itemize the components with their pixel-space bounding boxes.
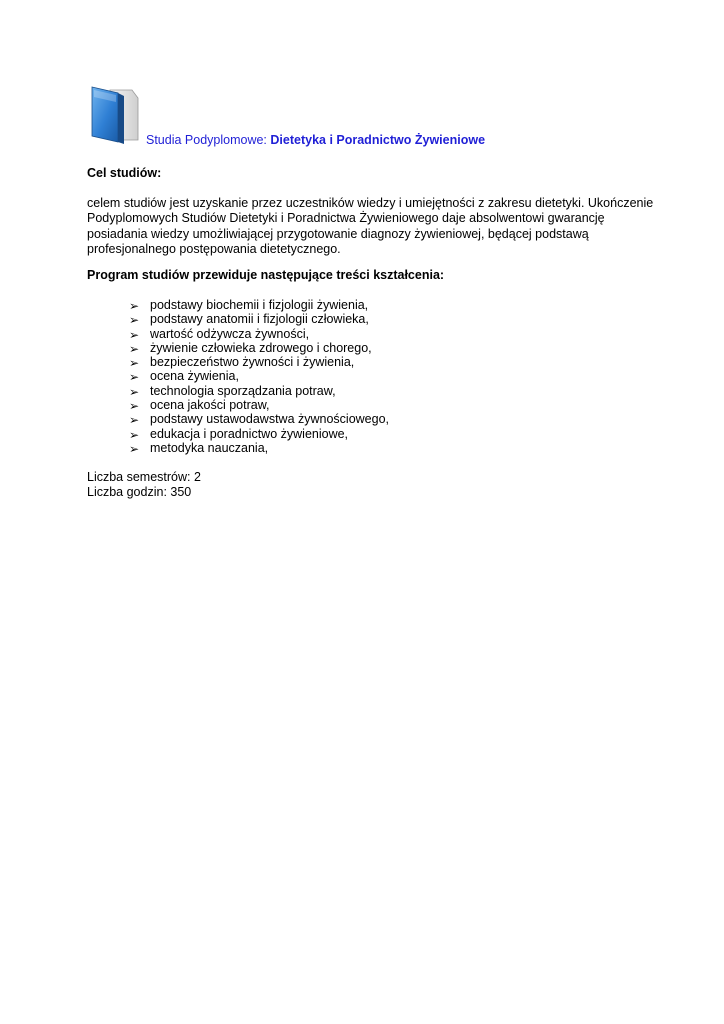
list-item bbox=[129, 341, 389, 355]
document-header bbox=[88, 84, 648, 148]
list-item bbox=[129, 298, 389, 312]
course-stats bbox=[87, 470, 201, 500]
list-item bbox=[129, 327, 389, 341]
list-item-text: edukacja i poradnictwo żywieniowe, bbox=[150, 426, 349, 441]
list-item-text: metodyka nauczania, bbox=[150, 440, 269, 455]
list-item bbox=[129, 369, 389, 383]
goal-line: posiadania wiedzy umożliwiającej przygotowanie diagnozy żywieniowej, będącej podstawą bbox=[87, 226, 589, 241]
arrow-bullet-icon: ➢ bbox=[129, 370, 140, 385]
list-item-text: wartość odżywcza żywności, bbox=[150, 326, 310, 341]
arrow-bullet-icon: ➢ bbox=[129, 427, 140, 442]
list-item bbox=[129, 441, 389, 455]
list-item-text: bezpieczeństwo żywności i żywienia, bbox=[150, 355, 355, 370]
list-item bbox=[129, 384, 389, 398]
hour-count: Liczba godzin: 350 bbox=[87, 485, 192, 499]
list-item-text: ocena żywienia, bbox=[150, 369, 239, 384]
arrow-bullet-icon: ➢ bbox=[129, 413, 140, 428]
arrow-bullet-icon: ➢ bbox=[129, 299, 140, 313]
goal-line: celem studiów jest uzyskanie przez uczestników wiedzy i umiejętności z zakresu dietetyki. Ukończenie bbox=[87, 196, 654, 210]
list-item bbox=[129, 355, 389, 369]
list-item bbox=[129, 398, 389, 412]
arrow-bullet-icon: ➢ bbox=[129, 327, 140, 342]
arrow-bullet-icon: ➢ bbox=[129, 384, 140, 399]
list-item bbox=[129, 312, 389, 326]
goal-line: profesjonalnego postępowania dietetycznego. bbox=[87, 241, 341, 256]
list-item-text: podstawy biochemii i fizjologii żywienia, bbox=[150, 298, 369, 312]
goal-heading: Cel studiów: bbox=[87, 166, 162, 180]
list-item bbox=[129, 427, 389, 441]
semester-count: Liczba semestrów: 2 bbox=[87, 470, 201, 484]
arrow-bullet-icon: ➢ bbox=[129, 356, 140, 371]
folder-icon bbox=[88, 84, 144, 146]
list-item-text: ocena jakości potraw, bbox=[150, 398, 270, 413]
arrow-bullet-icon: ➢ bbox=[129, 399, 140, 414]
list-item bbox=[129, 412, 389, 426]
arrow-bullet-icon: ➢ bbox=[129, 313, 140, 328]
program-list bbox=[129, 298, 389, 455]
list-item-text: technologia sporządzania potraw, bbox=[150, 383, 336, 398]
list-item-text: żywienie człowieka zdrowego i chorego, bbox=[150, 340, 372, 355]
program-heading: Program studiów przewiduje następujące treści kształcenia: bbox=[87, 268, 445, 282]
arrow-bullet-icon: ➢ bbox=[129, 441, 140, 456]
header-course-name: Dietetyka i Poradnictwo Żywieniowe bbox=[270, 133, 486, 147]
header-title bbox=[146, 133, 485, 147]
list-item-text: podstawy anatomii i fizjologii człowieka, bbox=[150, 312, 369, 327]
arrow-bullet-icon: ➢ bbox=[129, 341, 140, 356]
goal-line: Podyplomowych Studiów Dietetyki i Poradnictwa Żywieniowego daje absolwentowi gwarancję bbox=[87, 211, 605, 226]
header-prefix: Studia Podyplomowe: bbox=[146, 133, 271, 147]
list-item-text: podstawy ustawodawstwa żywnościowego, bbox=[150, 412, 390, 427]
goal-paragraph bbox=[87, 196, 654, 257]
